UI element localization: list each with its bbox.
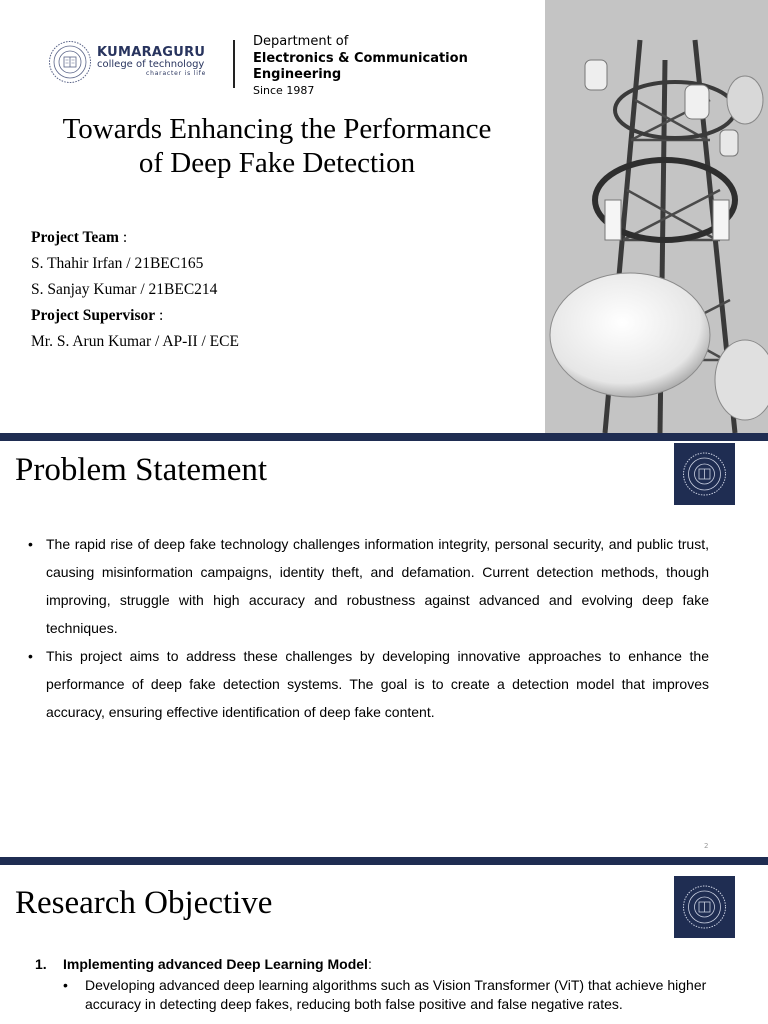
objective-title: Implementing advanced Deep Learning Model: [63, 956, 368, 972]
bullet-item: • The rapid rise of deep fake technology challenges information integrity, personal security, and public trust, causing misinformation campaigns, identity theft, and defamation. Current detection methods, though improving, struggle with high accuracy and robustness against advanced and evolving deep fake techniques.: [28, 530, 709, 642]
objective-description: Developing advanced deep learning algorithms such as Vision Transformer (ViT) that achieve higher accuracy in detecting deep fakes, reducing both false positive and false negative rates.: [85, 977, 707, 1012]
problem-statement-bullets: [28, 530, 709, 726]
problem-statement-heading: Problem Statement: [15, 452, 268, 488]
presentation-title: [20, 112, 534, 180]
objective-colon: :: [367, 956, 372, 972]
bullet-item: • This project aims to address these challenges by developing innovative approaches to enhance the performance of deep fake detection systems. The goal is to create a detection model that improves accuracy, ensuring effective identification of deep fake content.: [28, 642, 709, 726]
college-badge-icon: [674, 443, 735, 505]
college-logo-name: KUMARAGURU: [97, 45, 206, 60]
objective-sub-item: [35, 976, 709, 1014]
supervisor-colon: :: [159, 307, 164, 324]
supervisor-heading: [31, 303, 239, 329]
title-line-1: Towards Enhancing the Performance: [62, 113, 492, 145]
college-logo-motto: character is life: [146, 70, 207, 77]
title-slide: [0, 0, 768, 433]
college-logo-subtitle: college of technology: [97, 59, 205, 70]
objective-number: 1.: [35, 956, 47, 972]
objective-item: [35, 955, 709, 974]
research-objective-heading: Research Objective: [15, 885, 273, 921]
tower-illustration: [545, 0, 768, 433]
project-team-block: [31, 225, 239, 355]
supervisor-name: Mr. S. Arun Kumar / AP-II / ECE: [31, 333, 239, 350]
team-member-1: S. Thahir Irfan / 21BEC165: [31, 255, 204, 272]
department-since: Since 1987: [253, 84, 315, 97]
research-objectives-list: [35, 955, 709, 1014]
department-name: Electronics & Communication Engineering: [253, 51, 468, 82]
slide-divider-1: [0, 433, 768, 441]
objective-heading: [63, 955, 372, 974]
team-heading: [31, 225, 239, 251]
logo-divider: [233, 40, 235, 88]
telecom-tower-photo: [545, 0, 768, 433]
team-colon: :: [122, 229, 128, 246]
sub-bullet-marker: •: [63, 977, 68, 993]
department-prefix: Department of: [253, 34, 349, 49]
page-number: 2: [704, 842, 709, 850]
slide-divider-2: [0, 857, 768, 865]
college-badge-icon: [674, 876, 735, 938]
title-line-2: of Deep Fake Detection: [138, 147, 416, 179]
supervisor-label: Project Supervisor: [31, 307, 156, 324]
team-member-2: S. Sanjay Kumar / 21BEC214: [31, 281, 218, 298]
college-emblem-icon: [48, 40, 92, 84]
team-label: Project Team: [31, 229, 119, 246]
